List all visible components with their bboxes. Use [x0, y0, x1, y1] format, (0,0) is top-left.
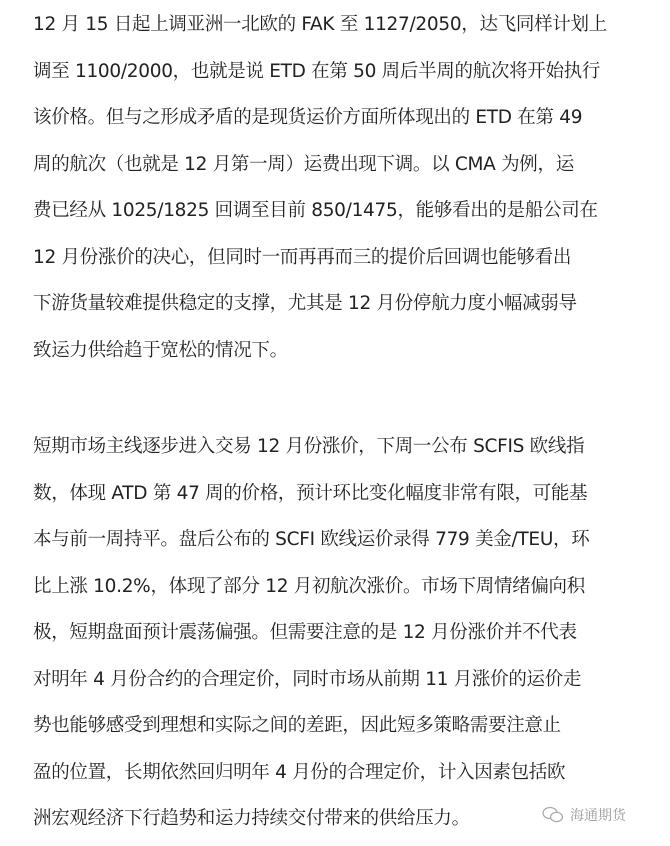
text-line: 下游货量较难提供稳定的支撑，尤其是 12 月份停航力度小幅减弱导 [33, 293, 577, 314]
text-line: 势也能够感受到理想和实际之间的差距，因此短多策略需要注意止 [33, 715, 561, 736]
text-line: 周的航次（也就是 12 月第一周）运费出现下调。以 CMA 为例，运 [33, 153, 574, 175]
text-line: 极，短期盘面预计震荡偏强。但需要注意的是 12 月份涨价并不代表 [33, 622, 577, 643]
text-line: 12 月份涨价的决心，但同时一而再再而三的提价后回调也能够看出 [33, 246, 572, 268]
text-line: 短期市场主线逐步进入交易 12 月份涨价，下周一公布 SCFIS 欧线指 [33, 436, 585, 457]
text-line: 盈的位置，长期依然回归明年 4 月份的合理定价，计入因素包括欧 [33, 761, 566, 783]
wechat-icon [542, 806, 564, 824]
text-line: 本与前一周持平。盘后公布的 SCFI 欧线运价录得 779 美金/TEU，环 [33, 529, 590, 550]
text-line: 该价格。但与之形成矛盾的是现货运价方面所体现出的 ETD 在第 49 [33, 107, 583, 128]
text-line: 费已经从 1025/1825 回调至目前 850/1475，能够看出的是船公司在 [33, 200, 598, 221]
text-line: 数，体现 ATD 第 47 周的价格，预计环比变化幅度非常有限，可能基 [33, 482, 588, 504]
paragraph-1 [33, 2, 663, 374]
text-line: 调至 1100/2000，也就是说 ETD 在第 50 周后半周的航次将开始执行 [33, 60, 601, 82]
text-line: 对明年 4 月份合约的合理定价，同时市场从前期 11 月涨价的运价走 [33, 668, 582, 690]
watermark [542, 805, 626, 825]
text-line: 洲宏观经济下行趋势和运力持续交付带来的供给压力。 [33, 808, 470, 829]
watermark-text: 海通期货 [570, 808, 626, 824]
text-line: 12 月 15 日起上调亚洲一北欧的 FAK 至 1127/2050，达飞同样计划上 [33, 14, 607, 35]
paragraph-2 [33, 424, 663, 843]
text-line: 致运力供给趋于宽松的情况下。 [33, 339, 288, 361]
text-line: 比上涨 10.2%，体现了部分 12 月初航次涨价。市场下周情绪偏向积 [33, 575, 585, 597]
